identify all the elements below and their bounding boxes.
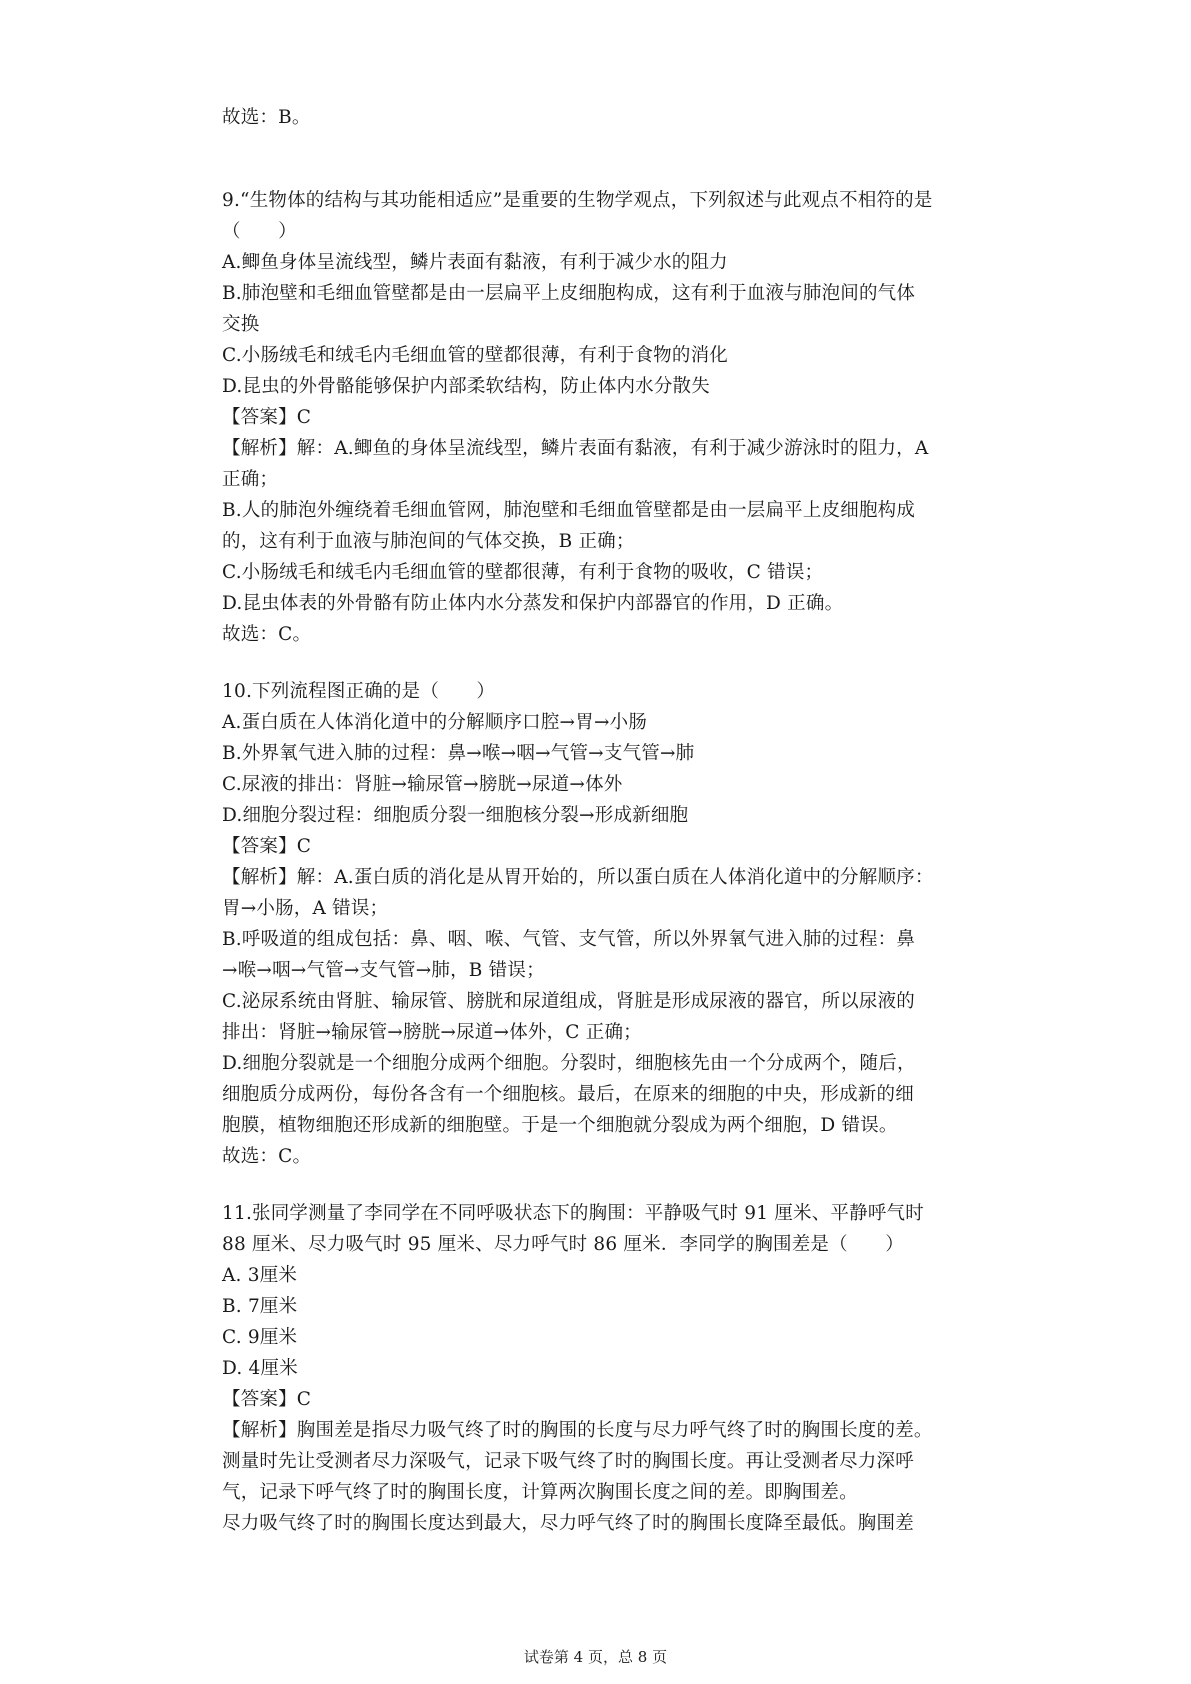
question-9-analysis-line: B.人的肺泡外缠绕着毛细血管网，肺泡壁和毛细血管壁都是由一层扁平上皮细胞构成: [222, 500, 916, 521]
question-10-analysis-line: B.呼吸道的组成包括：鼻、咽、喉、气管、支气管，所以外界氧气进入肺的过程：鼻: [222, 929, 916, 950]
question-11-analysis-line: 测量时先让受测者尽力深吸气，记录下吸气终了时的胸围长度。再让受测者尽力深呼: [222, 1451, 914, 1472]
question-11-analysis-line: 气，记录下呼气终了时的胸围长度，计算两次胸围长度之间的差。即胸围差。: [222, 1482, 858, 1503]
previous-conclusion: 故选：B。: [222, 107, 311, 128]
question-10-answer: 【答案】C: [222, 836, 312, 857]
question-9-analysis-line: 的，这有利于血液与肺泡间的气体交换，B 正确；: [222, 531, 635, 552]
question-10-analysis-line: →喉→咽→气管→支气管→肺，B 错误；: [222, 960, 545, 981]
question-11: [222, 1198, 1022, 1539]
question-11-answer: 【答案】C: [222, 1389, 312, 1410]
question-9-option-b-cont: 交换: [222, 314, 260, 335]
question-10-analysis-line: 胃→小肠，A 错误；: [222, 898, 389, 919]
question-9-option-c: C.小肠绒毛和绒毛内毛细血管的壁都很薄，有利于食物的消化: [222, 345, 728, 366]
question-9-stem: 9.“生物体的结构与其功能相适应”是重要的生物学观点，下列叙述与此观点不相符的是: [222, 190, 933, 211]
question-10-option-d: D.细胞分裂过程：细胞质分裂一细胞核分裂→形成新细胞: [222, 805, 689, 826]
question-11-option-d: D. 4厘米: [222, 1358, 298, 1379]
question-10: [222, 676, 1022, 1172]
question-9-answer: 【答案】C: [222, 407, 312, 428]
question-10-option-b: B.外界氧气进入肺的过程：鼻→喉→咽→气管→支气管→肺: [222, 743, 695, 764]
question-9-analysis-line: C.小肠绒毛和绒毛内毛细血管的壁都很薄，有利于食物的吸收，C 错误；: [222, 562, 824, 583]
question-11-option-a: A. 3厘米: [222, 1265, 298, 1286]
page-content: [222, 102, 1022, 1539]
question-11-stem-cont: 88 厘米、尽力吸气时 95 厘米、尽力呼气时 86 厘米．李同学的胸围差是（ ）: [222, 1234, 904, 1255]
question-11-analysis-line: 【解析】胸围差是指尽力吸气终了时的胸围的长度与尽力呼气终了时的胸围长度的差。: [222, 1420, 933, 1441]
question-10-analysis-line: 细胞质分成两份，每份各含有一个细胞核。最后，在原来的细胞的中央，形成新的细: [222, 1084, 914, 1105]
question-9-option-b: B.肺泡壁和毛细血管壁都是由一层扁平上皮细胞构成，这有利于血液与肺泡间的气体: [222, 283, 916, 304]
question-11-option-c: C. 9厘米: [222, 1327, 298, 1348]
question-10-analysis-line: C.泌尿系统由肾脏、输尿管、膀胱和尿道组成，肾脏是形成尿液的器官，所以尿液的: [222, 991, 915, 1012]
question-9-analysis-line: D.昆虫体表的外骨骼有防止体内水分蒸发和保护内部器官的作用，D 正确。: [222, 593, 844, 614]
question-9-option-a: A.鲫鱼身体呈流线型，鳞片表面有黏液，有利于减少水的阻力: [222, 252, 728, 273]
question-10-stem: 10.下列流程图正确的是（ ）: [222, 681, 496, 702]
question-9-conclusion: 故选：C。: [222, 624, 312, 645]
question-9-stem-bracket: （ ）: [222, 221, 297, 242]
question-10-conclusion: 故选：C。: [222, 1146, 312, 1167]
question-10-analysis-line: 排出：肾脏→输尿管→膀胱→尿道→体外，C 正确；: [222, 1022, 642, 1043]
question-10-option-c: C.尿液的排出：肾脏→输尿管→膀胱→尿道→体外: [222, 774, 623, 795]
question-9: [222, 185, 1022, 650]
question-10-analysis-line: 胞膜，植物细胞还形成新的细胞壁。于是一个细胞就分裂成为两个细胞，D 错误。: [222, 1115, 898, 1136]
question-11-stem: 11.张同学测量了李同学在不同呼吸状态下的胸围：平静吸气时 91 厘米、平静呼气时: [222, 1203, 924, 1224]
question-11-option-b: B. 7厘米: [222, 1296, 298, 1317]
question-9-analysis-line: 【解析】解：A.鲫鱼的身体呈流线型，鳞片表面有黏液，有利于减少游泳时的阻力，A: [222, 438, 929, 459]
question-10-option-a: A.蛋白质在人体消化道中的分解顺序口腔→胃→小肠: [222, 712, 648, 733]
question-9-analysis-line: 正确；: [222, 469, 279, 490]
question-9-option-d: D.昆虫的外骨骼能够保护内部柔软结构，防止体内水分散失: [222, 376, 710, 397]
question-10-analysis-line: 【解析】解：A.蛋白质的消化是从胃开始的，所以蛋白质在人体消化道中的分解顺序：: [222, 867, 934, 888]
question-11-analysis-line: 尽力吸气终了时的胸围长度达到最大，尽力呼气终了时的胸围长度降至最低。胸围差: [222, 1513, 914, 1534]
page-footer: 试卷第 4 页，总 8 页: [523, 1648, 668, 1666]
question-10-analysis-line: D.细胞分裂就是一个细胞分成两个细胞。分裂时，细胞核先由一个分成两个，随后，: [222, 1053, 916, 1074]
